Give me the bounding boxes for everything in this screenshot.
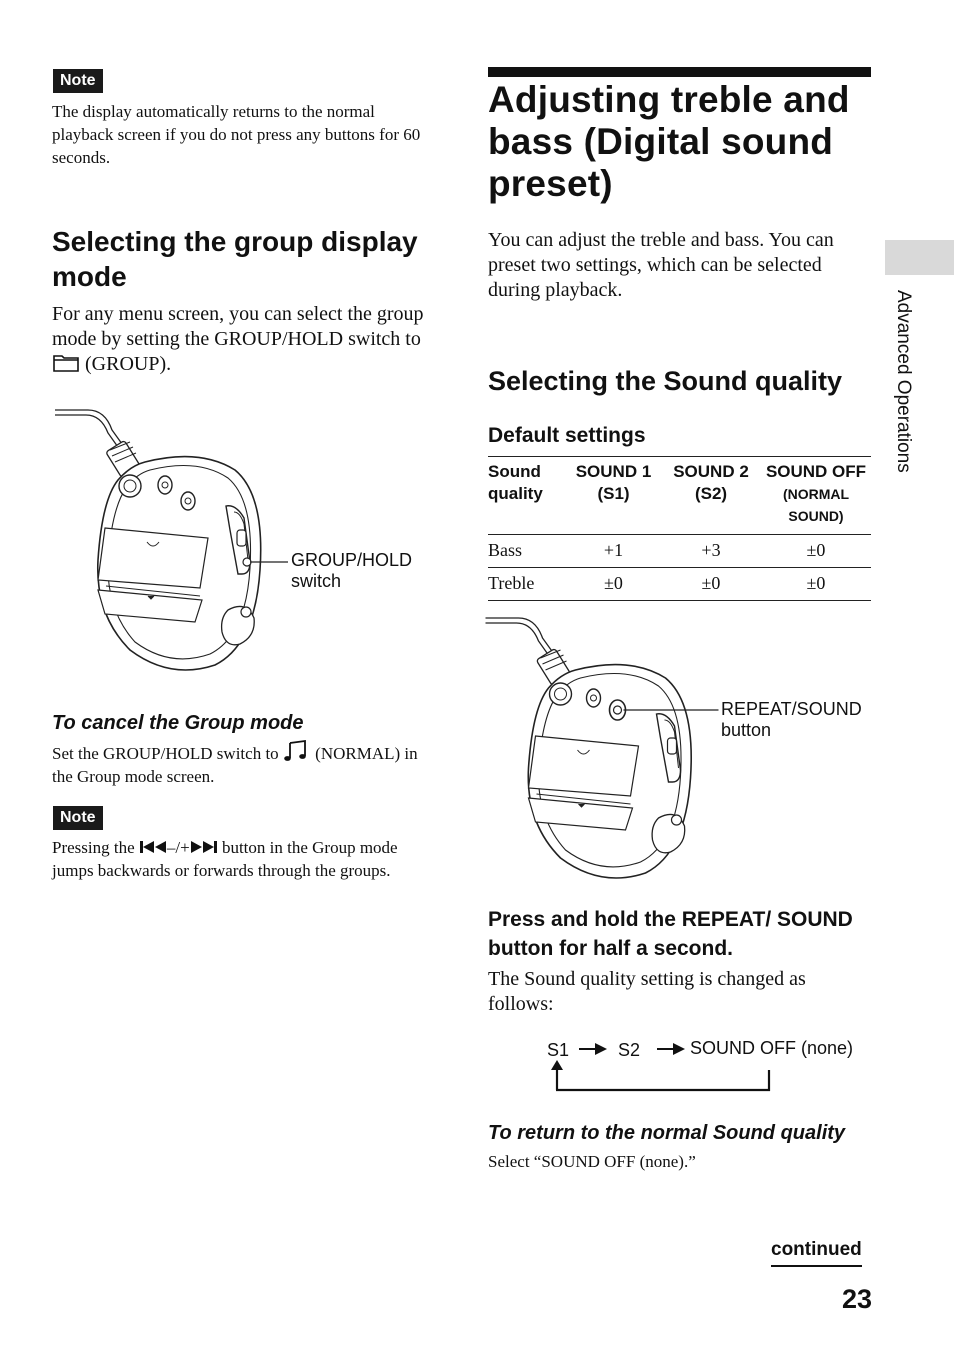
note-text: The display automatically returns to the normal playback screen if you do not press any buttons for 60 seconds. (52, 102, 421, 167)
continued-label: continued (771, 1238, 862, 1267)
table-cell: Treble (488, 568, 566, 601)
folder-icon (52, 353, 80, 373)
side-tab (886, 290, 926, 550)
table-cell: ±0 (566, 568, 661, 601)
table-row (488, 535, 871, 568)
table-row (488, 568, 871, 601)
group-body-text: For any menu screen, you can select the group mode by setting the GROUP/HOLD switch to (52, 303, 424, 350)
group-body (52, 302, 437, 377)
table-cell: ±0 (761, 535, 871, 568)
page-title: Adjusting treble and bass (Digital sound preset) (488, 79, 850, 204)
step-body: The Sound quality setting is changed as follows: (488, 968, 806, 1015)
cycle-return-arrow (549, 1060, 775, 1094)
player-illustration-group (50, 400, 290, 675)
cancel-group-heading: To cancel the Group mode (52, 712, 304, 734)
skip-next-icon (190, 840, 218, 854)
table-cell: ±0 (661, 568, 761, 601)
arrow-right-icon (655, 1042, 687, 1056)
note-badge-2: Note (53, 806, 103, 830)
settings-table-wrap (488, 456, 871, 601)
settings-table (488, 456, 871, 601)
table-cell: +1 (566, 535, 661, 568)
header-sound-quality: Sound quality (488, 462, 543, 503)
cycle-sound-off: SOUND OFF (none) (690, 1038, 854, 1058)
cycle-s2: S2 (618, 1040, 641, 1060)
default-settings-heading: Default settings (488, 424, 646, 447)
page-number: 23 (841, 1284, 872, 1314)
side-tab-marker (885, 240, 954, 275)
cancel-body-suffix: (NORMAL) in the Group mode screen. (52, 744, 418, 786)
note-badge: Note (53, 69, 103, 93)
table-cell: Bass (488, 535, 566, 568)
intro-text: You can adjust the treble and bass. You can preset two settings, which can be selected during playback. (488, 229, 834, 301)
note2-text-end: button in the Group mode jumps backwards or forwards through the groups. (52, 838, 398, 880)
player-illustration-repeat (478, 610, 723, 885)
table-cell: ±0 (761, 568, 871, 601)
note2-text-start: Pressing the (52, 838, 135, 857)
table-header-row (488, 457, 871, 535)
sound-quality-heading: Selecting the Sound quality (488, 366, 843, 396)
repeat-sound-callout: REPEAT/SOUND button (721, 699, 862, 740)
step-heading: Press and hold the REPEAT/ SOUND button for half a second. (488, 908, 853, 960)
group-hold-callout: GROUP/HOLD switch (291, 550, 413, 591)
group-display-heading: Selecting the group display mode (52, 226, 418, 292)
note-text-2 (52, 836, 437, 882)
return-body: Select “SOUND OFF (none).” (488, 1152, 696, 1171)
group-body-suffix: (GROUP). (85, 353, 172, 375)
skip-previous-icon (139, 840, 167, 854)
cancel-group-body (52, 739, 437, 788)
header-sound1: SOUND 1 (S1) (575, 462, 652, 503)
return-heading: To return to the normal Sound quality (488, 1122, 846, 1144)
table-cell: +3 (661, 535, 761, 568)
cancel-body-text: Set the GROUP/HOLD switch to (52, 744, 279, 763)
header-sound-off: SOUND OFF (NORMAL SOUND) (765, 462, 867, 524)
music-note-icon (283, 739, 311, 763)
header-sound2: SOUND 2 (S2) (673, 462, 749, 503)
cycle-s1: S1 (547, 1040, 570, 1060)
side-tab-label: Advanced Operations (893, 290, 914, 473)
title-rule (488, 67, 871, 77)
arrow-right-icon (577, 1042, 609, 1056)
note2-text-mid: –/+ (166, 838, 190, 857)
